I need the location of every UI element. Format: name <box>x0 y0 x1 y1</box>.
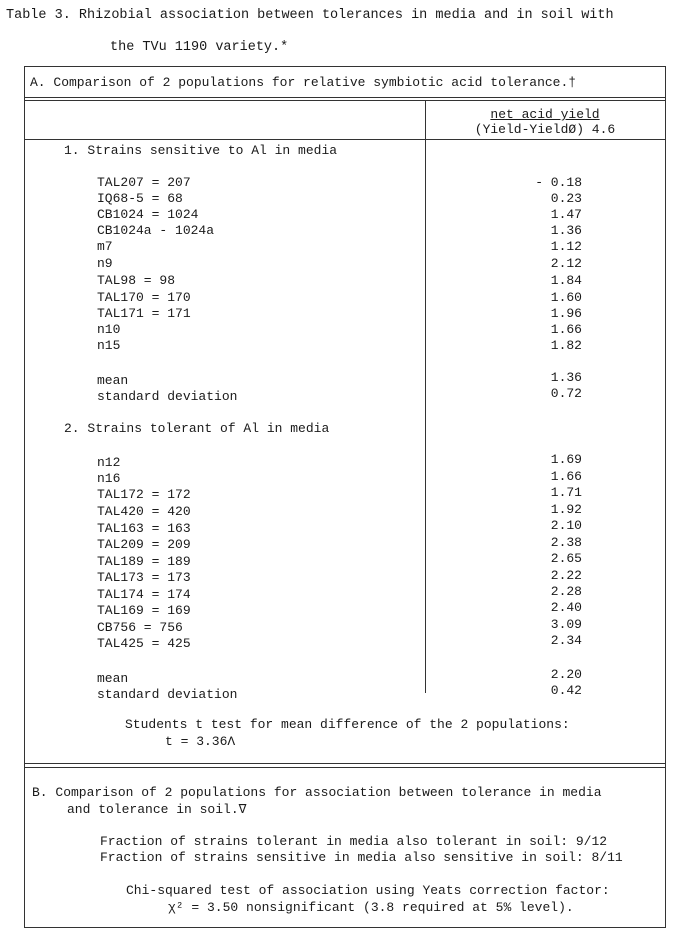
group1-mean-value: 1.36 <box>550 370 582 385</box>
table-row-value: 1.60 <box>550 290 582 305</box>
table-row-value: 1.84 <box>550 273 582 288</box>
table-row-value: 1.82 <box>550 338 582 353</box>
table-row-name: TAL169 = 169 <box>97 603 191 618</box>
group2-mean-label: mean <box>97 671 129 686</box>
section-b-heading-line1: B. Comparison of 2 populations for association between tolerance in media <box>32 785 602 800</box>
group1-sd-value: 0.72 <box>550 386 582 401</box>
table-row-name: TAL174 = 174 <box>97 587 191 602</box>
group1-sd-label: standard deviation <box>97 389 238 404</box>
section-b-heading-line2: and tolerance in soil.∇ <box>67 802 247 817</box>
group2-mean-value: 2.20 <box>550 667 582 682</box>
table-row-value: 2.40 <box>550 600 582 615</box>
table-row-name: TAL98 = 98 <box>97 273 176 288</box>
table-row-value: 2.38 <box>550 535 582 550</box>
table-row-name: m7 <box>97 239 113 254</box>
table-row-name: TAL209 = 209 <box>97 537 191 552</box>
table-row-name: TAL173 = 173 <box>97 570 191 585</box>
table-row-value: 1.92 <box>550 502 582 517</box>
table-row-name: n10 <box>97 322 121 337</box>
table-row-value: 2.34 <box>550 633 582 648</box>
table-row-name: CB756 = 756 <box>97 620 183 635</box>
table-row-value: 2.65 <box>550 551 582 566</box>
table-row-value: 2.22 <box>550 568 582 583</box>
table-row-name: TAL189 = 189 <box>97 554 191 569</box>
section-a-rule-2 <box>24 100 666 101</box>
section-separator-1 <box>24 763 666 764</box>
table-row-value: 0.23 <box>550 191 582 206</box>
ttest-line1: Students t test for mean difference of the 2 populations: <box>125 717 570 732</box>
fraction-sensitive: Fraction of strains sensitive in media also sensitive in soil: 8/11 <box>100 850 623 865</box>
group2-sd-value: 0.42 <box>550 683 582 698</box>
outer-border-bottom <box>24 927 666 928</box>
column-header-line1: net acid yield <box>490 107 600 122</box>
table-row-value: 2.28 <box>550 584 582 599</box>
table-row-value: 1.66 <box>550 469 582 484</box>
table-row-name: TAL207 = 207 <box>97 175 191 190</box>
table-row-value: 1.96 <box>550 306 582 321</box>
outer-border-top <box>24 66 666 67</box>
column-header-line2: (Yield-YieldØ) 4.6 <box>474 122 616 137</box>
table-caption-line2: the TVu 1190 variety.* <box>110 40 289 55</box>
group2-label: 2. Strains tolerant of Al in media <box>64 421 330 436</box>
section-a-heading: A. Comparison of 2 populations for relative symbiotic acid tolerance.† <box>30 75 577 90</box>
section-a-rule-1 <box>24 97 666 98</box>
table-row-value: 3.09 <box>550 617 582 632</box>
column-divider <box>425 100 426 693</box>
table-row-name: TAL163 = 163 <box>97 521 191 536</box>
table-row-value: 1.71 <box>550 485 582 500</box>
table-row-name: TAL171 = 171 <box>97 306 191 321</box>
table-row-name: n12 <box>97 455 121 470</box>
header-rule <box>24 139 666 140</box>
table-row-name: n15 <box>97 338 121 353</box>
table-row-name: TAL172 = 172 <box>97 487 191 502</box>
group1-mean-label: mean <box>97 373 129 388</box>
chi-squared-line2: χ² = 3.50 nonsignificant (3.8 required at 5% level). <box>168 900 574 915</box>
table-row-name: TAL420 = 420 <box>97 504 191 519</box>
table-row-name: TAL170 = 170 <box>97 290 191 305</box>
table-row-value: 1.69 <box>550 452 582 467</box>
table-caption-line1: Table 3. Rhizobial association between tolerances in media and in soil with <box>6 8 614 23</box>
section-separator-2 <box>24 767 666 768</box>
table-row-value: 1.36 <box>550 223 582 238</box>
group2-sd-label: standard deviation <box>97 687 238 702</box>
chi-squared-line1: Chi-squared test of association using Yeats correction factor: <box>126 883 610 898</box>
outer-border-left <box>24 66 25 928</box>
table-row-name: n16 <box>97 471 121 486</box>
table-row-name: n9 <box>97 256 113 271</box>
table-row-value: 1.66 <box>550 322 582 337</box>
outer-border-right <box>665 66 666 928</box>
table-row-name: IQ68-5 = 68 <box>97 191 183 206</box>
table-row-value: 1.12 <box>550 239 582 254</box>
table-row-value: 2.12 <box>550 256 582 271</box>
group1-label: 1. Strains sensitive to Al in media <box>64 143 338 158</box>
ttest-line2: t = 3.36Λ <box>165 734 236 749</box>
table-row-value: 1.47 <box>550 207 582 222</box>
table-row-name: CB1024a - 1024a <box>97 223 215 238</box>
table-row-name: CB1024 = 1024 <box>97 207 199 222</box>
table-row-value: - 0.18 <box>535 175 582 190</box>
table-row-name: TAL425 = 425 <box>97 636 191 651</box>
fraction-tolerant: Fraction of strains tolerant in media also tolerant in soil: 9/12 <box>100 834 608 849</box>
table-row-value: 2.10 <box>550 518 582 533</box>
